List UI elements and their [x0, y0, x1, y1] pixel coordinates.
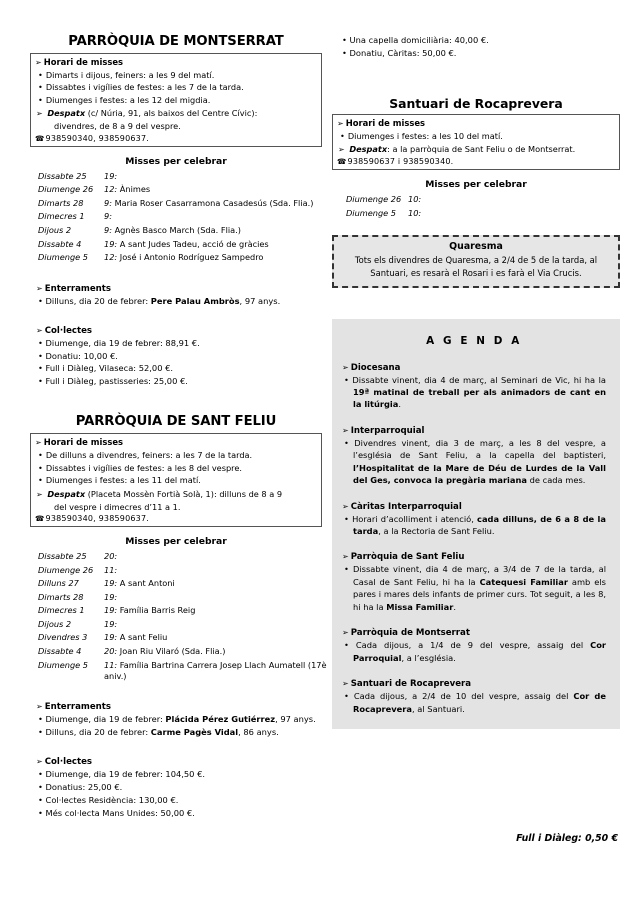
- list-item: [38, 713, 322, 725]
- agenda-text-pre: Divendres vinent, dia 3 de març, a les 8 del vespre, a l’església de Sant Feliu, a la capella del baptisteri,: [353, 437, 607, 461]
- mass-day: Dissabte 4: [38, 238, 82, 249]
- schedule-line-text: Dimarts i dijous, feiners: a les 9 del matí.: [45, 70, 215, 80]
- mass-hour: 12:: [104, 184, 118, 195]
- mass-day: Dissabte 4: [38, 645, 82, 656]
- arrow-marker-icon: ➢: [338, 145, 345, 155]
- mass-detail: [104, 239, 330, 253]
- mass-day: Diumenge 26: [346, 194, 402, 205]
- schedule-heading: [35, 57, 316, 67]
- masses-table-montserrat: [38, 171, 330, 266]
- collections-heading-label: Col·lectes: [44, 325, 93, 336]
- bullet-icon: •: [38, 82, 43, 93]
- mass-detail: [104, 551, 330, 565]
- agenda-block-heading: [342, 426, 606, 436]
- schedule-line: [35, 69, 316, 81]
- agenda-block-caritas: [342, 502, 606, 538]
- continued-collections-list: [332, 34, 620, 60]
- mass-detail: [104, 211, 330, 225]
- mass-detail: [104, 660, 330, 685]
- office-label: Despatx: [47, 108, 86, 119]
- agenda-text-bold: Cor de Rocaprevera: [353, 691, 606, 714]
- table-row: [38, 565, 330, 579]
- phone-numbers: 938590340, 938590637.: [45, 514, 149, 524]
- agenda-text-post: .: [398, 399, 402, 410]
- arrow-marker-icon: ➢: [36, 757, 43, 767]
- schedule-line: [35, 474, 316, 486]
- bullet-icon: •: [344, 564, 349, 575]
- office-address: : a la parròquia de Sant Feliu o de Montserrat.: [387, 144, 576, 155]
- schedule-heading: [337, 118, 614, 128]
- office-label: Despatx: [349, 144, 388, 155]
- arrow-marker-icon: ➢: [342, 425, 349, 435]
- quaresma-text: Tots els divendres de Quaresma, a 2/4 de 5 de la tarda, al Santuari, es resarà el Rosari i es farà el Via Crucis.: [354, 255, 598, 278]
- phone-numbers: 938590340, 938590637.: [45, 133, 149, 143]
- list-item: [344, 639, 606, 664]
- mass-detail: [104, 225, 330, 239]
- list-item: [38, 375, 322, 387]
- collections-heading: [30, 757, 322, 767]
- bullet-icon: •: [344, 374, 349, 385]
- arrow-marker-icon: ➢: [342, 552, 349, 562]
- burial-date: Diumenge, dia 19 de febrer:: [45, 714, 166, 725]
- table-row: [38, 592, 330, 606]
- burials-heading-label: Enterraments: [44, 283, 112, 294]
- agenda-items: [342, 374, 606, 411]
- mass-detail: [104, 605, 330, 619]
- bullet-icon: •: [344, 513, 349, 524]
- bullet-icon: •: [344, 437, 349, 448]
- table-row: [38, 551, 330, 565]
- table-row: [38, 605, 330, 619]
- quaresma-notice-box: [332, 235, 620, 287]
- bullet-icon: •: [342, 35, 347, 45]
- list-item: [344, 690, 606, 715]
- bullet-icon: •: [38, 363, 43, 374]
- page-title-montserrat: PARRÒQUIA DE MONTSERRAT: [68, 34, 284, 49]
- mass-hour: 20:: [104, 551, 118, 562]
- collection-text: Diumenge, dia 19 de febrer: 104,50 €.: [45, 769, 205, 780]
- schedule-line-text: Diumenges i festes: a les 11 del matí.: [45, 475, 201, 486]
- bullet-icon: •: [340, 130, 345, 141]
- bullet-icon: •: [38, 295, 43, 306]
- phone-icon: ☎: [35, 133, 45, 143]
- mass-detail: [408, 194, 634, 208]
- mass-day: Dimarts 28: [38, 197, 84, 208]
- collections-heading-label: Col·lectes: [44, 757, 93, 768]
- table-row: [38, 239, 330, 253]
- footer-price: Full i Diàleg: 0,50 €: [516, 833, 618, 844]
- mass-detail: [104, 198, 330, 212]
- agenda-block-sant-feliu: [342, 552, 606, 613]
- collection-text: Col·lectes Residència: 130,00 €.: [45, 794, 179, 805]
- phone-line: [35, 514, 316, 523]
- list-item: [38, 807, 322, 819]
- arrow-marker-icon: ➢: [35, 58, 42, 67]
- schedule-line-text: Dissabtes i vigílies de festes: a les 8 del vespre.: [45, 462, 242, 473]
- mass-detail: [104, 184, 330, 198]
- mass-day: Dimarts 28: [38, 591, 84, 602]
- agenda-block-heading: [342, 552, 606, 562]
- list-item: [344, 437, 606, 487]
- collection-text: Una capella domiciliària: 40,00 €.: [349, 35, 489, 45]
- agenda-items: [342, 513, 606, 538]
- schedule-heading-label: Horari de misses: [43, 57, 123, 67]
- mass-detail: [104, 619, 330, 633]
- list-item: [344, 513, 606, 538]
- bullet-icon: •: [38, 350, 43, 361]
- arrow-marker-icon: ➢: [337, 118, 344, 128]
- collection-text: Full i Diàleg, pastisseries: 25,00 €.: [45, 376, 188, 387]
- list-item: [38, 768, 322, 780]
- agenda-heading-label: Parròquia de Montserrat: [350, 628, 470, 639]
- bullet-icon: •: [342, 47, 347, 58]
- mass-day: Diumenge 5: [38, 659, 89, 670]
- table-row: [38, 646, 330, 660]
- mass-intention: José i Antonio Rodríguez Sampedro: [119, 252, 264, 263]
- bullet-icon: •: [38, 376, 43, 387]
- table-row: [38, 211, 330, 225]
- collection-text: Més col·lecta Mans Unides: 50,00 €.: [45, 807, 195, 818]
- mass-day: Dijous 2: [38, 618, 72, 629]
- phone-icon: ☎: [337, 157, 347, 167]
- masses-table-rocaprevera: [346, 194, 634, 221]
- arrow-marker-icon: ➢: [342, 679, 349, 689]
- burial-name: Pere Palau Ambròs: [150, 295, 240, 306]
- burial-age: , 97 anys.: [275, 714, 316, 725]
- arrow-marker-icon: ➢: [342, 628, 349, 638]
- phone-line: [35, 134, 316, 143]
- table-row: [38, 171, 330, 185]
- phone-line: [337, 157, 614, 166]
- agenda-text-post: , a l’església.: [401, 652, 456, 663]
- agenda-heading-label: Parròquia de Sant Feliu: [350, 552, 465, 563]
- burial-age: , 97 anys.: [239, 295, 281, 306]
- list-item: [344, 374, 606, 411]
- mass-intention: Família Bartrina Carrera Josep Llach Aumatell (17è aniv.): [104, 659, 327, 681]
- mass-hour: 11:: [104, 659, 118, 670]
- agenda-block-diocesana: [342, 363, 606, 411]
- agenda-heading-label: Santuari de Rocaprevera: [350, 679, 472, 690]
- mass-detail: [408, 208, 634, 222]
- burials-list-montserrat: [30, 295, 322, 307]
- masses-table-title: Misses per celebrar: [125, 536, 227, 548]
- mass-day: Dissabte 25: [38, 551, 87, 562]
- mass-hour: 19:: [104, 578, 118, 589]
- collection-text: Donatiu: 10,00 €.: [45, 350, 118, 361]
- bullet-icon: •: [38, 769, 43, 780]
- mass-detail: [104, 646, 330, 660]
- mass-hour: 20:: [104, 645, 118, 656]
- agenda-items: [342, 563, 606, 613]
- mass-hour: 10:: [408, 207, 422, 218]
- arrow-marker-icon: ➢: [36, 283, 43, 293]
- collections-list-montserrat: [30, 337, 322, 388]
- mass-hour: 19:: [104, 632, 118, 643]
- arrow-marker-icon: ➢: [36, 325, 43, 335]
- mass-intention: A sant Judes Tadeu, acció de gràcies: [119, 238, 269, 249]
- list-item: [38, 726, 322, 738]
- section-parish-sant-feliu: [30, 414, 327, 819]
- mass-day: Diumenge 5: [38, 252, 89, 263]
- mass-detail: [104, 565, 330, 579]
- collection-text: Diumenge, dia 19 de febrer: 88,91 €.: [45, 337, 200, 348]
- office-hours-line: [337, 143, 614, 156]
- list-item: [38, 350, 322, 362]
- mass-hour: 9:: [104, 197, 112, 208]
- mass-hour: 19:: [104, 591, 118, 602]
- arrow-marker-icon: ➢: [342, 501, 349, 511]
- mass-intention: A sant Feliu: [119, 632, 168, 643]
- burial-name: Plácida Pérez Gutiérrez: [165, 714, 276, 725]
- agenda-text-pre: Cada dijous, a 2/4 de 10 del vespre, assaig del: [353, 691, 574, 702]
- masses-table-title: Misses per celebrar: [125, 155, 227, 167]
- mass-day: Dimecres 1: [38, 211, 85, 222]
- list-item: [38, 794, 322, 806]
- bullet-icon: •: [38, 794, 43, 805]
- arrow-marker-icon: ➢: [36, 702, 43, 712]
- burials-heading-label: Enterraments: [44, 702, 112, 713]
- mass-detail: [104, 578, 330, 592]
- mass-hour: 19:: [104, 618, 118, 629]
- schedule-line-text: De dilluns a divendres, feiners: a les 7 de la tarda.: [45, 450, 253, 461]
- agenda-block-heading: [342, 628, 606, 638]
- schedule-heading-label: Horari de misses: [43, 437, 123, 448]
- table-row: [38, 578, 330, 592]
- collection-text: Donatius: 25,00 €.: [45, 781, 123, 792]
- agenda-block-rocaprevera: [342, 679, 606, 715]
- office-hours-line: [35, 488, 316, 513]
- mass-hour: 12:: [104, 252, 118, 263]
- agenda-text-bold: 19ª matinal de treball per als animadors de cant en la litúrgia: [353, 386, 606, 410]
- mass-day: Diumenge 26: [38, 184, 94, 195]
- list-item: [344, 563, 606, 613]
- agenda-text-bold: Cor Parroquial: [353, 640, 606, 663]
- schedule-line: [35, 81, 316, 93]
- burials-list-sant-feliu: [30, 713, 322, 738]
- schedule-line: [337, 130, 614, 142]
- collections-list-sant-feliu: [30, 768, 322, 819]
- agenda-heading-label: Càritas Interparroquial: [350, 501, 462, 512]
- agenda-items: [342, 437, 606, 487]
- schedule-heading: [35, 437, 316, 447]
- schedule-box-montserrat: [30, 53, 322, 147]
- left-column: [30, 34, 327, 820]
- agenda-text-post: de cada mes.: [527, 475, 586, 486]
- burials-heading: [30, 702, 322, 712]
- list-item: [38, 337, 322, 349]
- schedule-line-text: Diumenges i festes: a les 12 del migdia.: [45, 94, 211, 105]
- mass-day: Divendres 3: [38, 632, 88, 643]
- table-row: [38, 252, 330, 266]
- schedule-heading-label: Horari de misses: [345, 117, 425, 128]
- agenda-text-bold: l’Hospitalitat de la Mare de Déu de Lurdes de la Vall del Ges, convoca la pregària mariana: [353, 462, 606, 486]
- mass-detail: [104, 252, 330, 266]
- mass-intention: Maria Roser Casarramona Casadesús (Sda. Flia.): [114, 197, 314, 208]
- office-address: (c/ Núria, 91, als baixos del Centre Cívic):: [87, 108, 258, 119]
- agenda-block-heading: [342, 502, 606, 512]
- list-item: [342, 34, 620, 47]
- agenda-text-post: amb els pares i mares dels infants de primer curs. Tot seguit, a les 8, hi ha la: [353, 576, 606, 612]
- office-hours-line: [35, 107, 316, 132]
- agenda-text-post-2: .: [453, 601, 456, 612]
- mass-hour: 9:: [104, 224, 112, 235]
- mass-hour: 11:: [104, 564, 118, 575]
- agenda-text-bold: cada dilluns, de 6 a 8 de la tarda: [353, 513, 607, 537]
- quaresma-title: Quaresma: [449, 241, 503, 253]
- mass-day: Diumenge 26: [38, 564, 94, 575]
- agenda-text-post: , a la Rectoria de Sant Feliu.: [378, 526, 495, 537]
- table-row: [346, 208, 634, 222]
- table-row: [38, 660, 330, 685]
- office-hours-cont: divendres, de 8 a 9 del vespre.: [54, 121, 181, 132]
- agenda-block-interparroquial: [342, 426, 606, 487]
- burial-name: Carme Pagès Vidal: [150, 727, 239, 738]
- bullet-icon: •: [38, 807, 43, 818]
- bullet-icon: •: [38, 781, 43, 792]
- agenda-title: A G E N D A: [426, 334, 522, 347]
- bullet-icon: •: [38, 450, 43, 461]
- table-row: [38, 632, 330, 646]
- schedule-line: [35, 94, 316, 106]
- mass-day: Dissabte 25: [38, 170, 87, 181]
- phone-numbers: 938590637 i 938590340.: [347, 157, 454, 167]
- agenda-box: [332, 319, 620, 729]
- bullet-icon: •: [38, 70, 43, 80]
- list-item: [342, 47, 620, 60]
- schedule-line-text: Diumenges i festes: a les 10 del matí.: [347, 130, 503, 141]
- section-parish-montserrat: [30, 34, 322, 388]
- collections-heading: [30, 326, 322, 336]
- agenda-heading-label: Interparroquial: [350, 425, 425, 436]
- agenda-text-pre: Dissabte vinent, dia 4 de març, a 3/4 de 7 de la tarda, al Casal de Sant Feliu, hi ha la: [352, 564, 606, 587]
- table-row: [346, 194, 634, 208]
- bullet-icon: •: [38, 462, 43, 473]
- mass-intention: A sant Antoni: [119, 578, 175, 589]
- mass-day: Diumenge 5: [346, 207, 397, 218]
- mass-detail: [104, 171, 330, 185]
- agenda-text-pre: Cada dijous, a 1/4 de 9 del vespre, assaig del: [355, 640, 591, 651]
- table-row: [38, 619, 330, 633]
- list-item: [38, 295, 322, 307]
- collection-text: Full i Diàleg, Vilaseca: 52,00 €.: [45, 363, 174, 374]
- agenda-items: [342, 639, 606, 664]
- mass-day: Dilluns 27: [38, 578, 79, 589]
- page-title-rocaprevera: Santuari de Rocaprevera: [389, 95, 563, 111]
- mass-detail: [104, 632, 330, 646]
- arrow-marker-icon: ➢: [36, 109, 43, 119]
- masses-table-title: Misses per celebrar: [425, 179, 527, 191]
- agenda-block-montserrat: [342, 628, 606, 664]
- bullet-icon: •: [38, 475, 43, 486]
- agenda-block-heading: [342, 363, 606, 373]
- agenda-text-pre: Horari d’acolliment i atenció,: [352, 513, 478, 524]
- bullet-icon: •: [38, 727, 43, 738]
- burial-date: Dilluns, dia 20 de febrer:: [45, 727, 151, 738]
- bullet-icon: •: [38, 337, 43, 348]
- schedule-line: [35, 462, 316, 474]
- schedule-box-rocaprevera: [332, 114, 620, 170]
- collection-text: Donatiu, Càritas: 50,00 €.: [349, 47, 457, 58]
- list-item: [38, 781, 322, 793]
- mass-day: Dimecres 1: [38, 605, 85, 616]
- masses-table-sant-feliu: [38, 551, 330, 684]
- mass-hour: 19:: [104, 605, 118, 616]
- burial-age: , 86 anys.: [238, 727, 279, 738]
- arrow-marker-icon: ➢: [35, 438, 42, 448]
- mass-intention: Ànimes: [119, 184, 151, 195]
- bullet-icon: •: [344, 691, 349, 702]
- mass-detail: [104, 592, 330, 606]
- table-row: [38, 198, 330, 212]
- agenda-text-bold-2: Missa Familiar: [386, 601, 454, 612]
- page-title-sant-feliu: PARRÒQUIA DE SANT FELIU: [75, 414, 277, 430]
- right-column: [332, 34, 620, 729]
- bullet-icon: •: [38, 94, 43, 105]
- schedule-line: [35, 449, 316, 461]
- agenda-heading-label: Diocesana: [350, 362, 401, 373]
- arrow-marker-icon: ➢: [342, 362, 349, 372]
- table-row: [38, 184, 330, 198]
- mass-hour: 10:: [408, 194, 422, 205]
- arrow-marker-icon: ➢: [36, 489, 43, 499]
- agenda-text-post: , al Santuari.: [412, 703, 465, 714]
- bullet-icon: •: [38, 714, 43, 725]
- list-item: [38, 362, 322, 374]
- bullet-icon: •: [344, 640, 349, 651]
- table-row: [38, 225, 330, 239]
- mass-intention: Joan Riu Vilaró (Sda. Flia.): [119, 645, 226, 656]
- agenda-items: [342, 690, 606, 715]
- mass-hour: 19:: [104, 170, 118, 181]
- schedule-box-sant-feliu: [30, 433, 322, 527]
- burials-heading: [30, 284, 322, 294]
- mass-hour: 19:: [104, 238, 118, 249]
- office-label: Despatx: [47, 488, 86, 499]
- mass-intention: Agnès Basco March (Sda. Flia.): [114, 224, 241, 235]
- agenda-text-bold: Catequesi Familiar: [479, 576, 568, 587]
- schedule-line-text: Dissabtes i vigílies de festes: a les 7 de la tarda.: [45, 82, 244, 93]
- agenda-block-heading: [342, 679, 606, 689]
- section-sanctuary-rocaprevera: [332, 96, 620, 222]
- office-hours-cont: del vespre i dimecres d’11 a 1.: [54, 501, 181, 512]
- phone-icon: ☎: [35, 514, 45, 524]
- mass-hour: 9:: [104, 211, 112, 222]
- office-address: (Placeta Mossèn Fortià Solà, 1): dilluns de 8 a 9: [87, 488, 283, 499]
- agenda-text-pre: Dissabte vinent, dia 4 de març, al Seminari de Vic, hi ha la: [352, 374, 607, 385]
- burial-date: Dilluns, dia 20 de febrer:: [45, 295, 151, 306]
- mass-day: Dijous 2: [38, 224, 72, 235]
- mass-intention: Família Barris Reig: [119, 605, 196, 616]
